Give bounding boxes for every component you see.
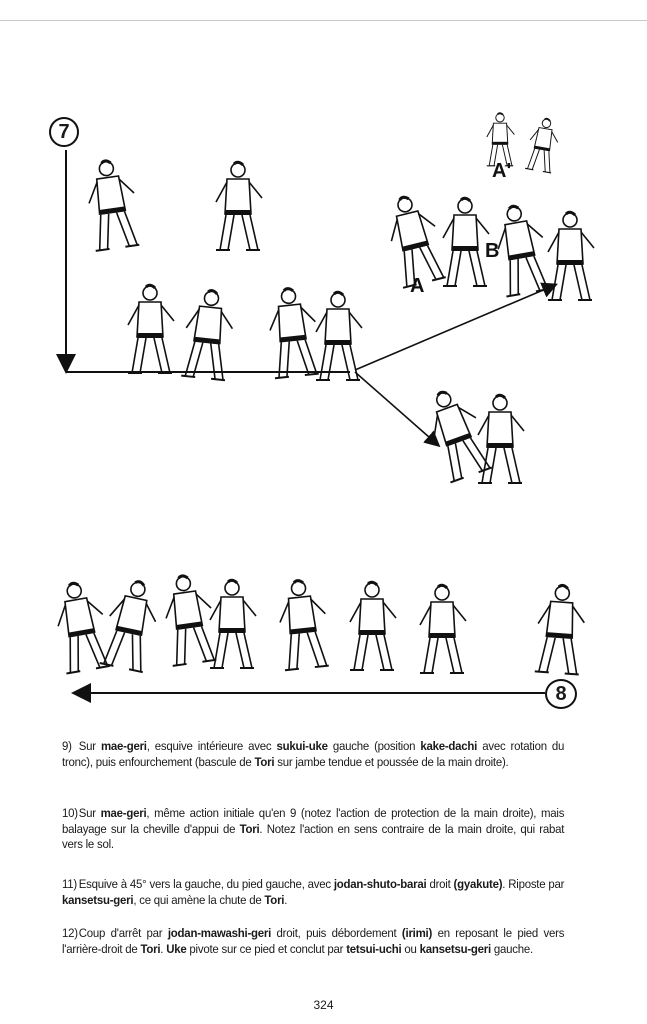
- paragraph-number: 10): [62, 806, 78, 820]
- arrow-to-ab: [355, 285, 555, 370]
- figure-low-1a: [51, 579, 112, 673]
- figure-pair-1b: [181, 288, 236, 380]
- paragraph-number: 12): [62, 926, 78, 940]
- figure-throw-2: [478, 395, 524, 483]
- paragraph-body: Coup d'arrêt par jodan-mawashi-geri droit, puis débordement (irimi) en reposant le pied vers l'arrière-droit de Tori. Uke pivote sur ce pied et conclut par tetsui-uchi ou kansetsu-geri gauche.: [62, 926, 565, 956]
- paragraph-9: [62, 739, 564, 770]
- paragraph-body: Sur mae-geri, esquive intérieure avec sukui-uke gauche (position kake-dachi avec rotation du tronc), puis enfourchement (bascule de Tori sur jambe tendue et poussée de la main droite).: [62, 739, 565, 769]
- figure-low-2b: [210, 580, 256, 668]
- figure-pair-1a: [128, 285, 174, 373]
- sequence-8-label: 8: [545, 679, 577, 709]
- pose-label-a: A: [410, 275, 425, 297]
- paragraph-body: Esquive à 45° vers la gauche, du pied gauche, avec jodan-shuto-barai droit (gyakute). Riposte par kansetsu-geri, ce qui amène la chute de Tori.: [62, 877, 565, 907]
- figure-b-2: [548, 212, 594, 300]
- figure-pair-2a: [266, 286, 321, 378]
- figure-low-4: [420, 585, 466, 673]
- figure-low-1b: [100, 577, 163, 672]
- figure-a-2: [443, 198, 489, 286]
- figure-uke-stance: [84, 158, 142, 251]
- figure-b-1: [491, 202, 552, 296]
- paragraph-number: 9): [62, 739, 72, 753]
- pose-label-b: B: [485, 240, 500, 262]
- figure-tori-standing: [216, 162, 262, 250]
- paragraph-12: [62, 926, 564, 957]
- sequence-7-label: 7: [49, 117, 79, 147]
- figure-pair-2b: [316, 292, 362, 380]
- pose-label-a-prime: A': [492, 160, 512, 182]
- paragraph-number: 11): [62, 877, 77, 891]
- figure-aprime-2: [525, 116, 561, 173]
- paragraph-10: [62, 806, 564, 853]
- figure-aprime-1: [487, 113, 515, 166]
- figure-throw-1: [420, 384, 493, 482]
- figure-low-5: [535, 584, 587, 675]
- paragraph-11: [62, 877, 564, 908]
- figure-a-1: [382, 191, 448, 287]
- page-number: 324: [313, 998, 334, 1012]
- figure-low-3a: [276, 578, 331, 670]
- arrow-to-throw: [355, 372, 438, 445]
- paragraph-body: Sur mae-geri, même action initiale qu'en 9 (notez l'action de protection de la main droite), mais balayage sur la cheville d'appui de Tori. Notez l'action en sens contraire de la main droite, qui rabat vers le sol.: [62, 806, 565, 851]
- figure-low-3b: [350, 582, 396, 670]
